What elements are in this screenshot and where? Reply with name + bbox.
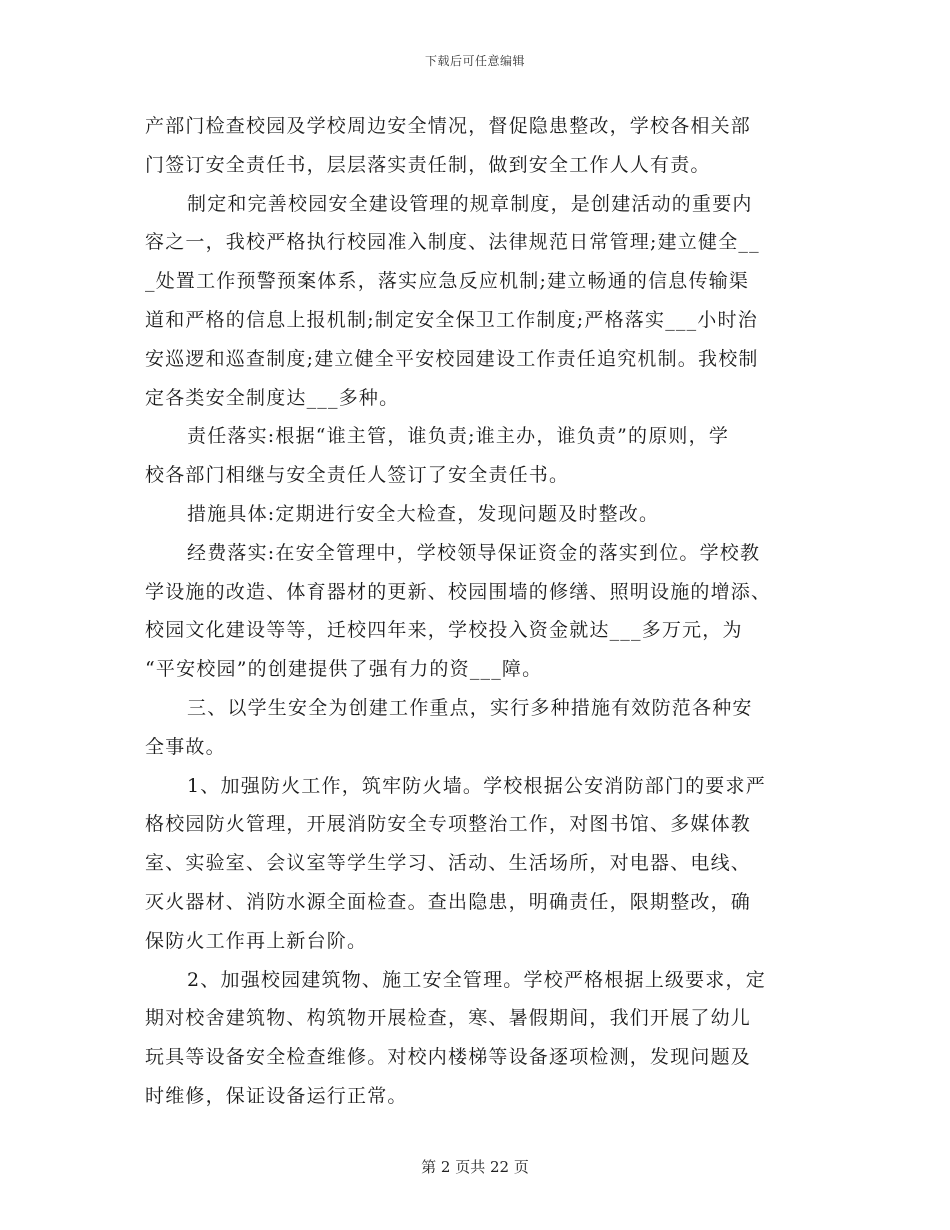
paragraph-start-line: 2、加强校园建筑物、施工安全管理。学校严格根据上级要求，定: [187, 968, 766, 991]
page-header: 下载后可任意编辑: [424, 54, 525, 68]
text-line: 校园文化建设等等，迁校四年来，学校投入资金就达___多万元，为: [145, 619, 743, 642]
text-line: 校各部门相继与安全责任人签订了安全责任书。: [145, 464, 570, 487]
paragraph-start-line: 经费落实:在安全管理中，学校领导保证资金的落实到位。学校教: [187, 541, 761, 564]
text-line: 定各类安全制度达___多种。: [145, 386, 400, 409]
text-line: 产部门检查校园及学校周边安全情况，督促隐患整改，学校各相关部: [145, 115, 752, 137]
text-line: 格校园防火管理，开展消防安全专项整治工作，对图书馆、多媒体教: [145, 813, 752, 836]
text-line: 期对校舍建筑物、构筑物开展检查，寒、暑假期间，我们开展了幼儿: [145, 1007, 752, 1030]
paragraph-start-line: 三、以学生安全为创建工作重点，实行多种措施有效防范各种安: [187, 696, 753, 719]
paragraph-start-line: 措施具体:定期进行安全大检查，发现问题及时整改。: [187, 502, 660, 525]
text-line: 道和严格的信息上报机制;制定安全保卫工作制度;严格落实___小时治: [145, 308, 758, 331]
text-line: “平安校园”的创建提供了强有力的资___障。: [145, 658, 543, 681]
text-line: _处置工作预警预案体系，落实应急反应机制;建立畅通的信息传输渠: [145, 270, 750, 293]
text-line: 安巡逻和巡查制度;建立健全平安校园建设工作责任追究机制。我校制: [145, 347, 759, 370]
paragraph-start-line: 责任落实:根据“谁主管，谁负责;谁主办，谁负责”的原则，学: [187, 425, 730, 448]
document-body: [145, 107, 807, 1116]
text-line: 全事故。: [145, 735, 226, 758]
text-line: 灭火器材、消防水源全面检查。查出隐患，明确责任，限期整改，确: [145, 890, 752, 913]
page-footer: 第 2 页共 22 页: [421, 1158, 529, 1176]
paragraph-start-line: 1、加强防火工作，筑牢防火墙。学校根据公安消防部门的要求严: [187, 774, 766, 797]
text-line: 保防火工作再上新台阶。: [145, 929, 368, 952]
text-line: 室、实验室、会议室等学生学习、活动、生活场所，对电器、电线、: [145, 852, 752, 875]
text-line: 容之一，我校严格执行校园准入制度、法律规范日常管理;建立健全__: [145, 231, 760, 254]
text-line: 时维修，保证设备运行正常。: [145, 1084, 408, 1107]
text-line: 玩具等设备安全检查维修。对校内楼梯等设备逐项检测，发现问题及: [145, 1046, 752, 1069]
text-line: 门签订安全责任书，层层落实责任制，做到安全工作人人有责。: [145, 153, 711, 176]
paragraph-start-line: 制定和完善校园安全建设管理的规章制度，是创建活动的重要内: [187, 192, 753, 215]
text-line: 学设施的改造、体育器材的更新、校园围墙的修缮、照明设施的增添、: [145, 580, 772, 603]
